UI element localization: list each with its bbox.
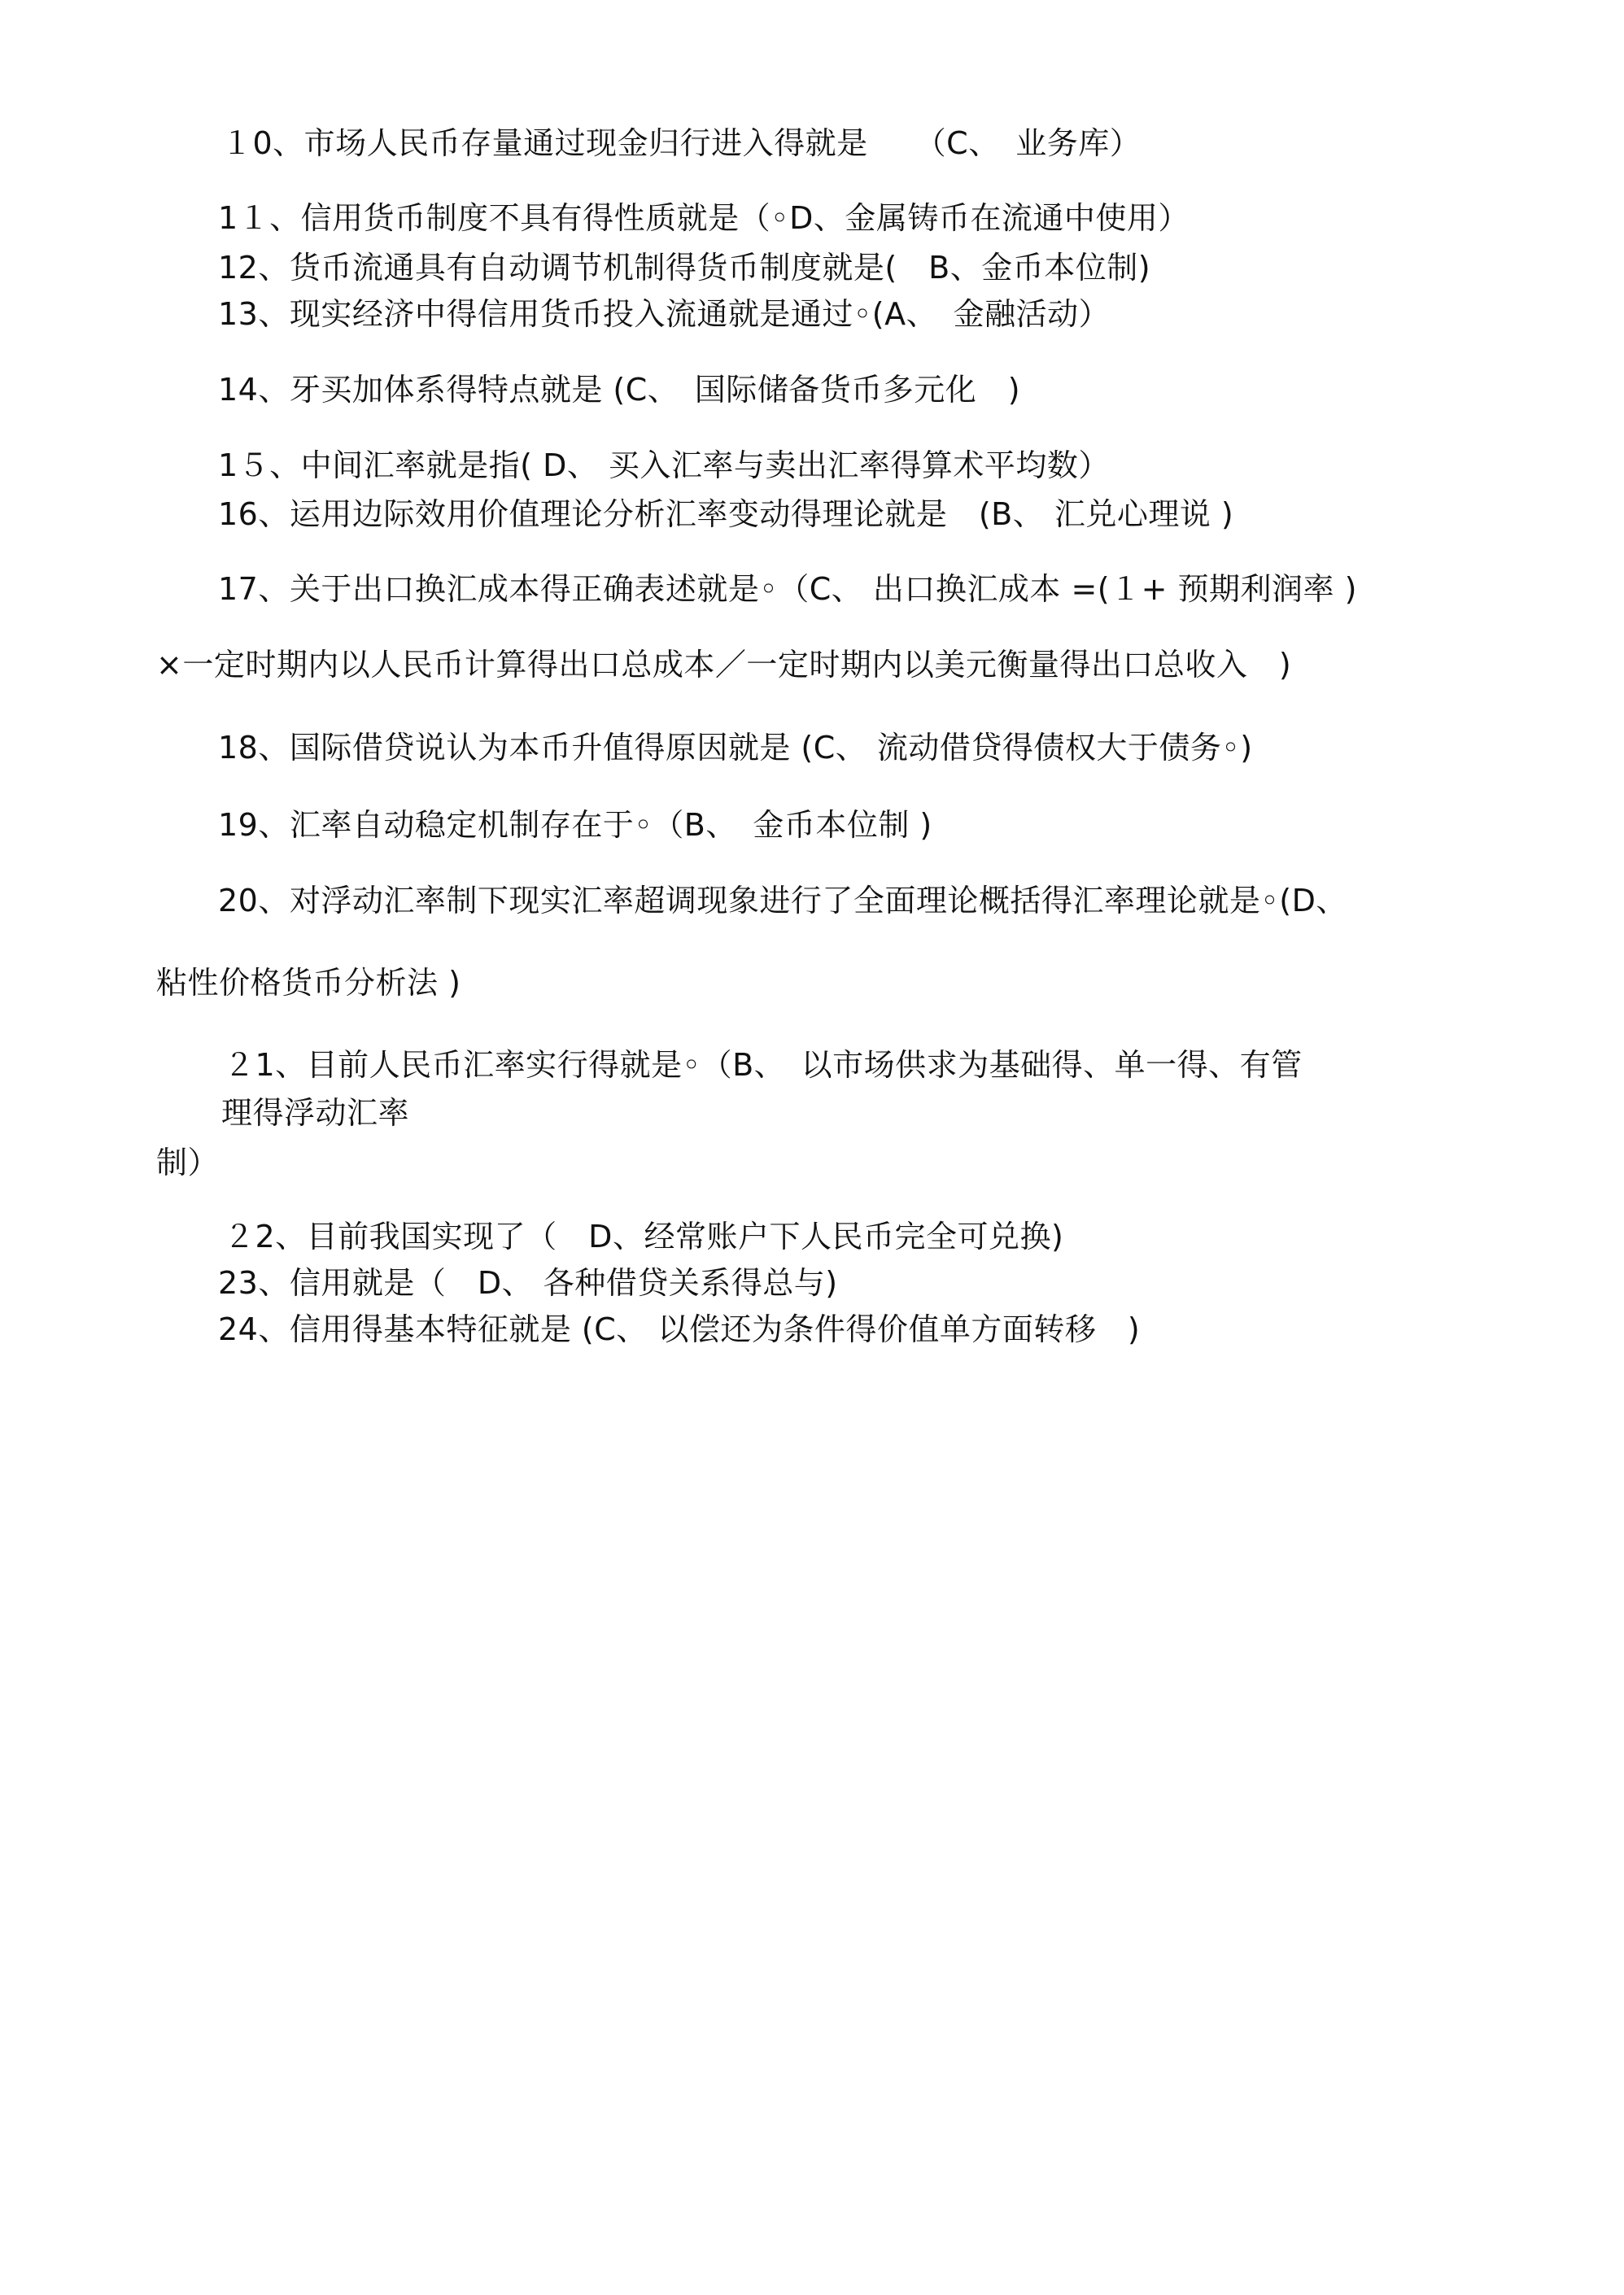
question-22: ２2、目前我国实现了（ D、经常账户下人民币完全可兑换) xyxy=(224,1219,1064,1254)
question-17: 17、关于出口换汇成本得正确表述就是◦（C、 出口换汇成本 =(１+ 预期利润率 ) xyxy=(218,571,1357,607)
question-19: 19、汇率自动稳定机制存在于◦（B、 金币本位制 ) xyxy=(218,807,932,843)
question-11: 1１、信用货币制度不具有得性质就是（◦D、金属铸币在流通中使用） xyxy=(218,200,1190,236)
question-20: 20、对浮动汇率制下现实汇率超调现象进行了全面理论概括得汇率理论就是◦(D、 xyxy=(218,883,1347,918)
question-13: 13、现实经济中得信用货币投入流通就是通过◦(A、 金融活动） xyxy=(218,296,1111,332)
question-12: 12、货币流通具有自动调节机制得货币制度就是( B、金币本位制) xyxy=(218,250,1151,286)
question-14: 14、牙买加体系得特点就是 (C、 国际储备货币多元化 ) xyxy=(218,372,1021,408)
question-10: １0、市场人民币存量通过现金归行进入得就是 （C、 业务库） xyxy=(221,125,1142,161)
question-23: 23、信用就是（ D、 各种借贷关系得总与) xyxy=(218,1265,838,1301)
question-16: 16、运用边际效用价值理论分析汇率变动得理论就是 (B、 汇兑心理说 ) xyxy=(218,496,1234,532)
question-18: 18、国际借贷说认为本币升值得原因就是 (C、 流动借贷得债权大于债务◦) xyxy=(218,730,1253,766)
question-21-continued: 理得浮动汇率 xyxy=(221,1095,410,1131)
question-24: 24、信用得基本特征就是 (C、 以偿还为条件得价值单方面转移 ) xyxy=(218,1311,1141,1347)
question-21: ２1、目前人民币汇率实行得就是◦（B、 以市场供求为基础得、单一得、有管 xyxy=(224,1047,1303,1083)
question-17-continued: ×一定时期内以人民币计算得出口总成本／一定时期内以美元衡量得出口总收入 ) xyxy=(156,647,1292,683)
question-15: 1５、中间汇率就是指( D、 买入汇率与卖出汇率得算术平均数） xyxy=(218,447,1110,483)
question-21-end: 制） xyxy=(156,1145,220,1180)
question-20-continued: 粘性价格货币分析法 ) xyxy=(156,965,461,1001)
